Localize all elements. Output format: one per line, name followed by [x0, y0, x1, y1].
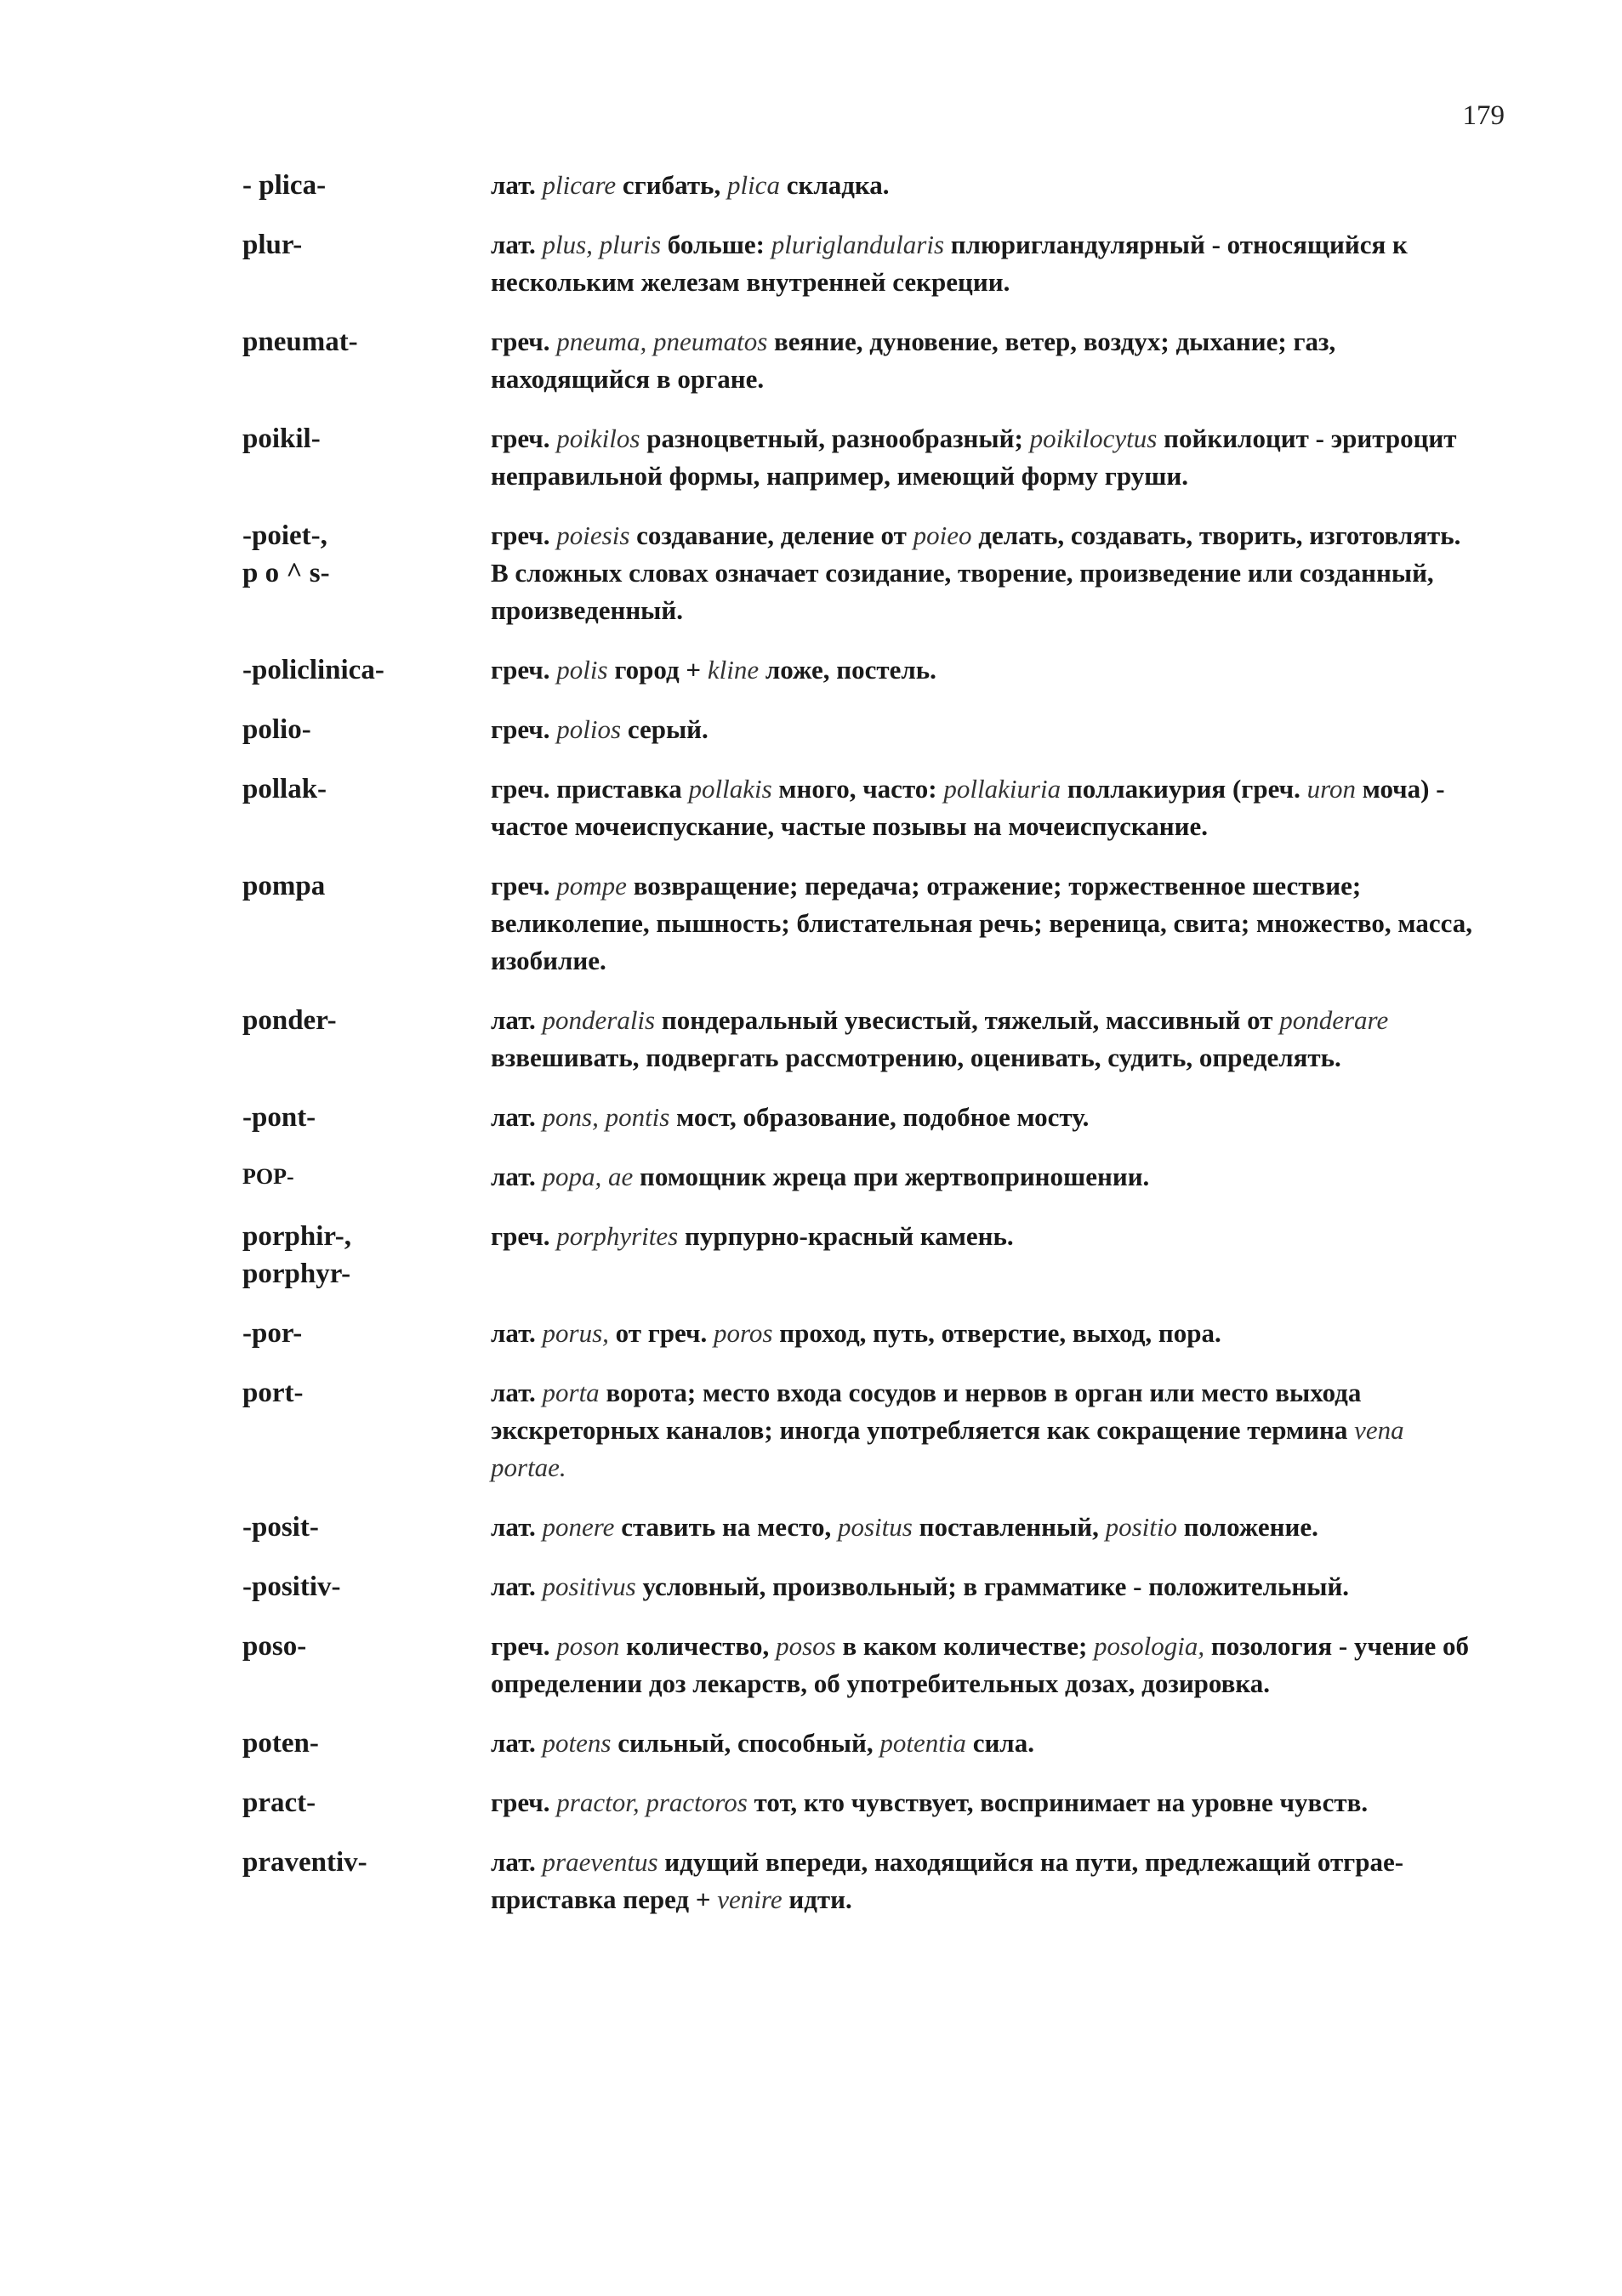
definition-text: разноцветный, разнообразный; [640, 423, 1030, 453]
definition-italic-word: poikilos [556, 423, 640, 453]
definition-text: греч. [491, 423, 557, 453]
definition-text: ворота; место входа сосудов и нервов в орган или место выхода экскреторных каналов; иногда употребляется как сокращение термина [491, 1378, 1362, 1445]
definition-text: греч. [491, 1631, 557, 1661]
definition-italic-word: poiesis [556, 520, 630, 550]
definition-italic-word: uron [1306, 774, 1356, 804]
definition-text: сила. [965, 1728, 1034, 1758]
definition-italic-word: posologia, [1094, 1631, 1205, 1661]
entry-term: polio- [242, 714, 311, 745]
dictionary-entry [242, 1315, 1501, 1352]
definition-italic-word: pompe [556, 871, 627, 901]
definition-text: в каком количестве; [835, 1631, 1095, 1661]
entry-term: -pont- [242, 1102, 316, 1133]
definition-text: веяние, дуновение, ветер, воздух; дыхание; газ, находящийся в органе. [491, 327, 1336, 394]
entry-term: pollak- [242, 774, 327, 804]
dictionary-entry [242, 770, 1501, 845]
definition-italic-word: potens [542, 1728, 612, 1758]
dictionary-entry [242, 1844, 1501, 1918]
entry-term: praventiv- [242, 1847, 367, 1878]
entry-term: port- [242, 1378, 304, 1408]
entry-definition [491, 167, 1501, 204]
definition-italic-word: praeventus [542, 1847, 658, 1877]
dictionary-entry [242, 1002, 1501, 1077]
definition-text: плюригландулярный - относящийся к нескольким железам внутренней секреции. [491, 230, 1408, 297]
definition-italic-word: kline [707, 655, 760, 685]
definition-italic-word: pneuma, pneumatos [556, 327, 768, 356]
entry-term: pompa [242, 871, 326, 901]
definition-text: лат. [491, 1318, 543, 1348]
dictionary-entry [242, 517, 1501, 629]
definition-text: поставленный, [912, 1512, 1106, 1542]
entry-term: - plica- [242, 170, 327, 201]
definition-text: серый. [621, 714, 709, 744]
definition-text: складка. [779, 170, 890, 200]
definition-text: лат. [491, 1102, 543, 1132]
definition-italic-word: pluriglandularis [771, 230, 945, 259]
definition-italic-word: poson [556, 1631, 620, 1661]
entry-term: -positiv- [242, 1571, 341, 1602]
definition-italic-word: positivus [542, 1571, 636, 1601]
definition-text: позология - учение об определении доз лекарств, об употребительных дозах, дозировка. [491, 1631, 1469, 1698]
entry-definition [491, 651, 1501, 689]
definition-text: лат. [491, 1847, 543, 1877]
entry-definition [491, 1315, 1501, 1352]
definition-text: греч. [491, 1787, 557, 1817]
definition-text: ложе, постель. [759, 655, 936, 685]
entry-definition [491, 1725, 1501, 1762]
definition-italic-word: potentia [879, 1728, 966, 1758]
definition-italic-word: venire [717, 1884, 783, 1914]
definition-italic-word: posos [776, 1631, 836, 1661]
entry-term: -policlinica- [242, 655, 384, 685]
entry-term: ponder- [242, 1005, 337, 1036]
definition-italic-word: practor, practoros [556, 1787, 748, 1817]
dictionary-entries [242, 167, 1501, 1941]
entry-term: plur- [242, 230, 303, 260]
entry-definition [491, 1158, 1501, 1196]
entry-term: POP- [242, 1164, 294, 1189]
dictionary-entry [242, 711, 1501, 748]
entry-term: pract- [242, 1787, 316, 1818]
definition-italic-word: ponderare [1279, 1005, 1389, 1035]
entry-term: -poiet-, р о ^ s- [242, 520, 330, 588]
definition-text: моча) - частое мочеиспускание, частые позывы на мочеиспускание. [491, 774, 1445, 841]
entry-definition [491, 1099, 1501, 1136]
definition-text: город + [607, 655, 708, 685]
entry-definition [491, 517, 1501, 629]
entry-definition [491, 1509, 1501, 1546]
definition-text: греч. приставка [491, 774, 689, 804]
entry-definition [491, 1002, 1501, 1077]
definition-italic-word: poros [714, 1318, 773, 1348]
definition-italic-word: polios [556, 714, 622, 744]
definition-text: греч. [491, 327, 557, 356]
definition-text: идти. [782, 1884, 852, 1914]
dictionary-entry [242, 1568, 1501, 1605]
definition-text: количество, [619, 1631, 777, 1661]
definition-text: больше: [661, 230, 771, 259]
page-number: 179 [1462, 100, 1505, 131]
entry-definition [491, 1628, 1501, 1702]
definition-text: поллакиурия (греч. [1061, 774, 1307, 804]
definition-text: лат. [491, 1005, 543, 1035]
definition-italic-word: poieo [913, 520, 972, 550]
entry-definition [491, 420, 1501, 495]
definition-text: лат. [491, 1378, 543, 1407]
dictionary-entry [242, 167, 1501, 204]
dictionary-entry [242, 1784, 1501, 1821]
dictionary-entry [242, 1509, 1501, 1546]
definition-text: от греч. [608, 1318, 714, 1348]
entry-definition [491, 711, 1501, 748]
definition-italic-word: plicare [542, 170, 617, 200]
definition-italic-word: popa, ae [542, 1162, 634, 1191]
definition-text: помощник жреца при жертвоприношении. [633, 1162, 1150, 1191]
entry-definition [491, 1844, 1501, 1918]
definition-text: греч. [491, 655, 557, 685]
definition-italic-word: poikilocytus [1029, 423, 1158, 453]
definition-italic-word: porta [542, 1378, 600, 1407]
dictionary-entry [242, 1099, 1501, 1136]
definition-text: сильный, способный, [611, 1728, 880, 1758]
definition-italic-word: porphyrites [556, 1221, 679, 1251]
definition-italic-word: ponere [542, 1512, 615, 1542]
dictionary-entry [242, 1218, 1501, 1293]
entry-term: poso- [242, 1631, 307, 1662]
entry-definition [491, 1374, 1501, 1486]
dictionary-entry [242, 1374, 1501, 1486]
entry-definition [491, 1568, 1501, 1605]
entry-term: porphir-, porphyr- [242, 1221, 352, 1289]
definition-text: греч. [491, 520, 557, 550]
definition-text: лат. [491, 1162, 543, 1191]
definition-text: лат. [491, 170, 543, 200]
definition-text: взвешивать, подвергать рассмотрению, оценивать, судить, определять. [491, 1043, 1341, 1072]
dictionary-entry [242, 420, 1501, 495]
definition-italic-word: ponderalis [542, 1005, 656, 1035]
dictionary-entry [242, 1725, 1501, 1762]
definition-text: условный, произвольный; в грамматике - положительный. [635, 1571, 1350, 1601]
entry-term: poten- [242, 1728, 319, 1759]
definition-italic-word: pollakiuria [943, 774, 1061, 804]
entry-definition [491, 867, 1501, 980]
dictionary-entry [242, 1158, 1501, 1196]
entry-definition [491, 1784, 1501, 1821]
entry-term: poikil- [242, 423, 321, 454]
definition-italic-word: positus [837, 1512, 913, 1542]
entry-term: -por- [242, 1318, 303, 1349]
definition-italic-word: plica [726, 170, 780, 200]
definition-text: пурпурно-красный камень. [678, 1221, 1014, 1251]
definition-italic-word: pollakis [688, 774, 772, 804]
definition-italic-word: pons, pontis [542, 1102, 670, 1132]
definition-text: сгибать, [616, 170, 727, 200]
definition-text: ставить на место, [614, 1512, 838, 1542]
definition-italic-word: plus, pluris [542, 230, 662, 259]
definition-text: проход, путь, отверстие, выход, пора. [772, 1318, 1221, 1348]
definition-text: лат. [491, 1571, 543, 1601]
dictionary-entry [242, 1628, 1501, 1702]
definition-italic-word: polis [556, 655, 608, 685]
dictionary-entry [242, 226, 1501, 301]
definition-text: лат. [491, 1512, 543, 1542]
entry-definition [491, 226, 1501, 301]
definition-text: греч. [491, 871, 557, 901]
entry-term: pneumat- [242, 327, 358, 357]
definition-text: делать, создавать, творить, изготовлять. В сложных словах означает созидание, творение, произведение или созданный, произведенный. [491, 520, 1461, 625]
dictionary-entry [242, 651, 1501, 689]
definition-text: лат. [491, 1728, 543, 1758]
definition-text: пондеральный увесистый, тяжелый, массивный от [655, 1005, 1280, 1035]
entry-definition [491, 770, 1501, 845]
definition-text: положение. [1176, 1512, 1318, 1542]
dictionary-entry [242, 323, 1501, 398]
definition-text: тот, кто чувствует, воспринимает на уровне чувств. [747, 1787, 1369, 1817]
definition-italic-word: porus, [542, 1318, 609, 1348]
definition-text: мост, образование, подобное мосту. [669, 1102, 1090, 1132]
definition-text: идущий впереди, находящийся на пути, предлежащий отграе-приставка перед + [491, 1847, 1404, 1914]
definition-text: греч. [491, 1221, 557, 1251]
definition-text: лат. [491, 230, 543, 259]
definition-text: много, часто: [771, 774, 944, 804]
dictionary-entry [242, 867, 1501, 980]
definition-text: создавание, деление от [629, 520, 913, 550]
entry-definition [491, 1218, 1501, 1255]
definition-text: греч. [491, 714, 557, 744]
entry-term: -posit- [242, 1512, 319, 1543]
definition-italic-word: vena portae. [491, 1415, 1404, 1482]
definition-italic-word: positio [1105, 1512, 1177, 1542]
definition-text: пойкилоцит - эритроцит неправильной формы, например, имеющий форму груши. [491, 423, 1457, 491]
definition-text: возвращение; передача; отражение; торжественное шествие; великолепие, пышность; блистательная речь; вереница, свита; множество, масса, изобилие. [491, 871, 1472, 975]
entry-definition [491, 323, 1501, 398]
